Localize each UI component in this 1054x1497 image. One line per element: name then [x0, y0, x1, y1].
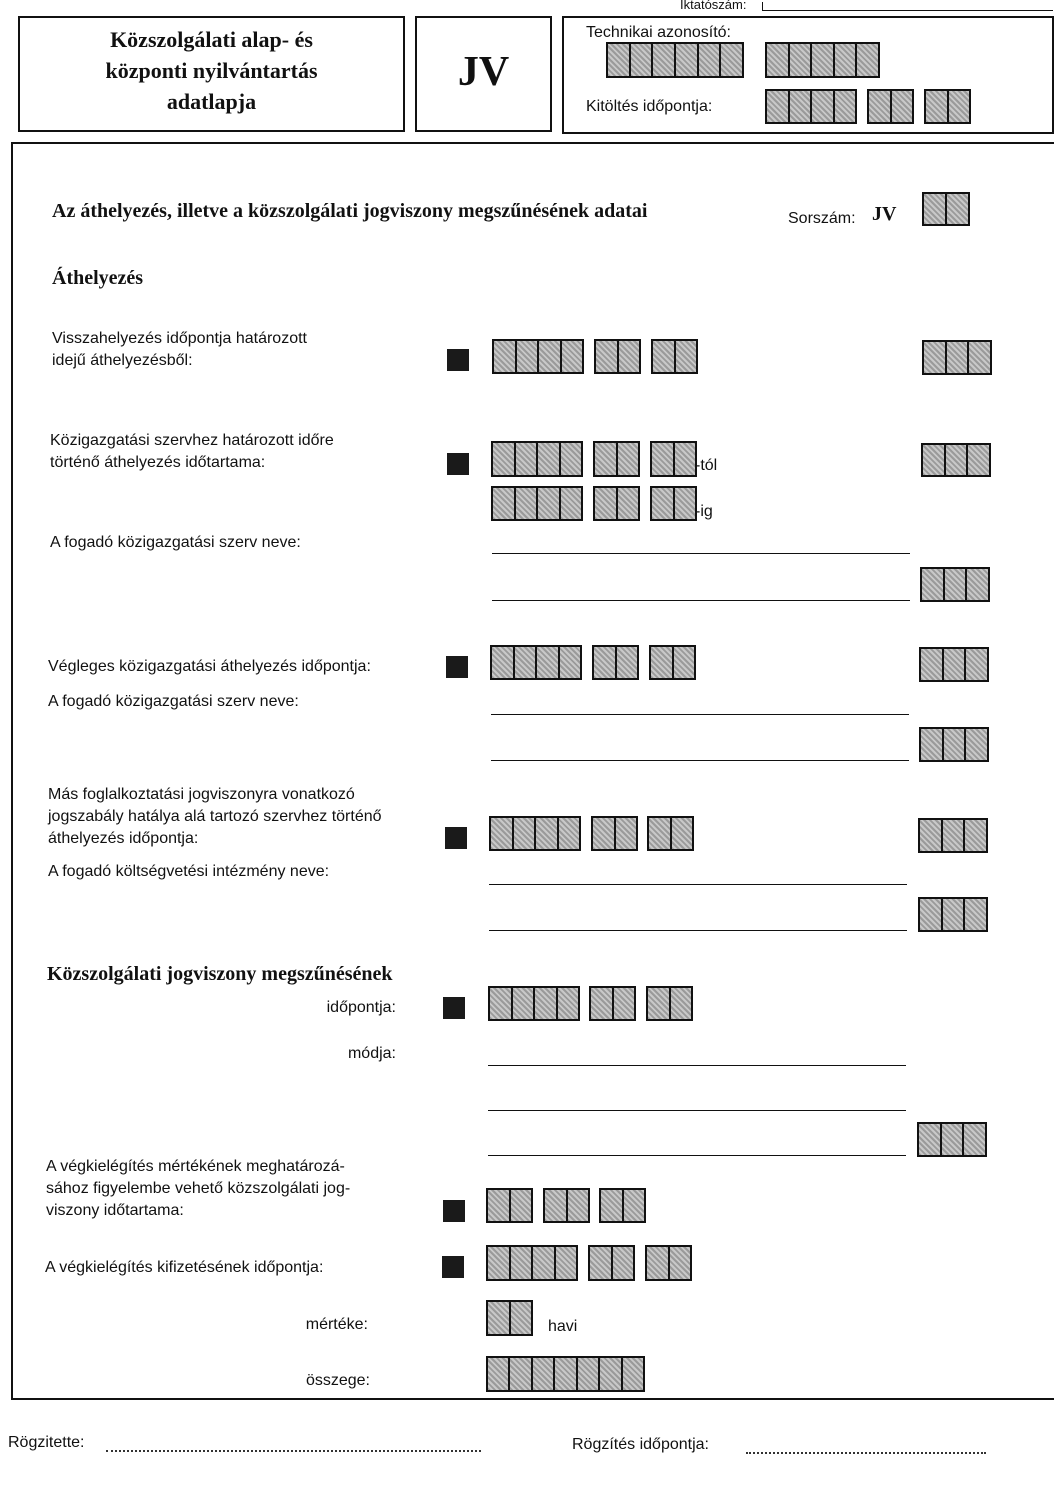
- title-line-2: központi nyilvántartás: [105, 58, 318, 83]
- vegk-label-3: viszony időtartama:: [46, 1202, 184, 1219]
- koltsegvetesi-label: A fogadó költségvetési intézmény neve:: [48, 863, 330, 880]
- fogado-neve-line-1a[interactable]: [492, 553, 910, 554]
- iktatoszam-field[interactable]: [762, 2, 1053, 11]
- vegk-cells-2[interactable]: [543, 1188, 590, 1223]
- kifizetes-label: A végkielégítés kifizetésének időpontja:: [45, 1259, 324, 1276]
- koltsegvetesi-line-a[interactable]: [489, 884, 907, 885]
- vissza-code[interactable]: [922, 340, 992, 375]
- rogzites-idopontja-line[interactable]: [746, 1452, 986, 1454]
- tech-id-label: Technikai azonosító:: [586, 24, 731, 41]
- vegleges-day[interactable]: [649, 645, 696, 680]
- fogado-neve-code-1[interactable]: [920, 567, 990, 602]
- kifizetes-month[interactable]: [588, 1245, 635, 1281]
- title-box: [18, 16, 405, 132]
- tol-suffix: -tól: [695, 457, 718, 474]
- fill-date-day[interactable]: [924, 89, 971, 124]
- tech-id-cells-2[interactable]: [765, 42, 880, 78]
- tech-id-cells-1[interactable]: [606, 42, 744, 78]
- rogzitette-label: Rögzitette:: [8, 1434, 85, 1451]
- vegk-marker: [443, 1200, 465, 1222]
- vissza-month[interactable]: [594, 339, 641, 374]
- rogzites-idopontja-label: Rögzítés időpontja:: [572, 1436, 709, 1453]
- fogado-neve-code-2[interactable]: [919, 727, 989, 762]
- modja-label: módja:: [347, 1045, 396, 1062]
- mas-month[interactable]: [591, 816, 638, 851]
- rogzitette-line[interactable]: [106, 1450, 481, 1452]
- title-line-1: Közszolgálati alap- és: [110, 27, 313, 52]
- mas-marker: [445, 827, 467, 849]
- vegleges-marker: [446, 656, 468, 678]
- megszunes-year[interactable]: [488, 986, 580, 1021]
- modja-line-c[interactable]: [488, 1155, 906, 1156]
- kozig-code[interactable]: [921, 443, 991, 477]
- vegleges-label: Végleges közigazgatási áthelyezés időpontja:: [48, 658, 371, 675]
- koltsegvetesi-code[interactable]: [918, 897, 988, 932]
- mas-label-2: jogszabály hatálya alá tartozó szervhez történő: [48, 808, 382, 825]
- title-line-3: adatlapja: [166, 89, 257, 114]
- fogado-neve-label-1: A fogadó közigazgatási szerv neve:: [50, 534, 301, 551]
- mas-label-1: Más foglalkoztatási jogviszonyra vonatkozó: [48, 786, 355, 803]
- fogado-neve-line-2b[interactable]: [491, 760, 909, 761]
- mas-day[interactable]: [647, 816, 694, 851]
- kozig-from-month[interactable]: [593, 441, 640, 477]
- kozig-to-day[interactable]: [650, 486, 697, 521]
- osszege-cells[interactable]: [486, 1356, 645, 1392]
- megszunes-day[interactable]: [646, 986, 693, 1021]
- vegleges-code[interactable]: [919, 647, 989, 682]
- mas-year[interactable]: [489, 816, 581, 851]
- modja-line-a[interactable]: [488, 1065, 906, 1066]
- fill-date-year[interactable]: [765, 89, 857, 124]
- vegk-label-2: sához figyelembe vehető közszolgálati jog-: [46, 1180, 351, 1197]
- ig-suffix: -ig: [695, 503, 713, 520]
- kozig-from-year[interactable]: [491, 441, 583, 477]
- merteke-cells[interactable]: [486, 1300, 533, 1336]
- osszege-label: összege:: [305, 1372, 370, 1389]
- sorszam-code: JV: [872, 203, 897, 225]
- vegleges-year[interactable]: [490, 645, 582, 680]
- fill-date-month[interactable]: [867, 89, 914, 124]
- kozig-from-day[interactable]: [650, 441, 697, 477]
- section-title: Az áthelyezés, illetve a közszolgálati jogviszony megszűnésének adatai: [52, 200, 648, 222]
- merteke-label: mértéke:: [305, 1316, 368, 1333]
- modja-line-b[interactable]: [488, 1110, 906, 1111]
- vissza-marker: [447, 349, 469, 371]
- vegk-cells-3[interactable]: [599, 1188, 646, 1223]
- kozig-label-1: Közigazgatási szervhez határozott időre: [50, 432, 334, 449]
- koltsegvetesi-line-b[interactable]: [489, 930, 907, 931]
- vegk-label-1: A végkielégítés mértékének meghatározá-: [46, 1158, 345, 1175]
- vissza-year[interactable]: [492, 339, 584, 374]
- vegleges-month[interactable]: [592, 645, 639, 680]
- megszunes-month[interactable]: [589, 986, 636, 1021]
- kifizetes-year[interactable]: [486, 1245, 578, 1281]
- athelyezes-heading: Áthelyezés: [52, 267, 144, 289]
- megszunes-heading: Közszolgálati jogviszony megszűnésének: [47, 963, 393, 985]
- vissza-label-1: Visszahelyezés időpontja határozott: [52, 330, 307, 347]
- vissza-label-2: idejű áthelyezésből:: [52, 352, 193, 369]
- fogado-neve-line-2a[interactable]: [491, 714, 909, 715]
- sorszam-label: Sorszám:: [788, 210, 856, 227]
- fogado-neve-line-1b[interactable]: [492, 600, 910, 601]
- fogado-neve-label-2: A fogadó közigazgatási szerv neve:: [48, 693, 299, 710]
- megszunes-marker: [443, 997, 465, 1019]
- modja-code[interactable]: [917, 1122, 987, 1157]
- havi-label: havi: [548, 1318, 578, 1335]
- kifizetes-marker: [442, 1256, 464, 1278]
- iktatoszam-label: Iktatószám:: [680, 0, 747, 12]
- vissza-day[interactable]: [651, 339, 698, 374]
- form-code-box: [415, 16, 552, 132]
- kifizetes-day[interactable]: [645, 1245, 692, 1281]
- sorszam-cells[interactable]: [922, 192, 970, 226]
- mas-code[interactable]: [918, 818, 988, 853]
- kozig-label-2: történő áthelyezés időtartama:: [50, 454, 266, 471]
- kozig-to-month[interactable]: [593, 486, 640, 521]
- fill-date-label: Kitöltés időpontja:: [586, 98, 713, 115]
- megszunes-idopontja-label: időpontja:: [326, 999, 396, 1016]
- mas-label-3: áthelyezés időpontja:: [48, 830, 199, 847]
- form-code: JV: [457, 49, 510, 95]
- kozig-to-year[interactable]: [491, 486, 583, 521]
- kozig-marker: [447, 453, 469, 475]
- vegk-cells-1[interactable]: [486, 1188, 533, 1223]
